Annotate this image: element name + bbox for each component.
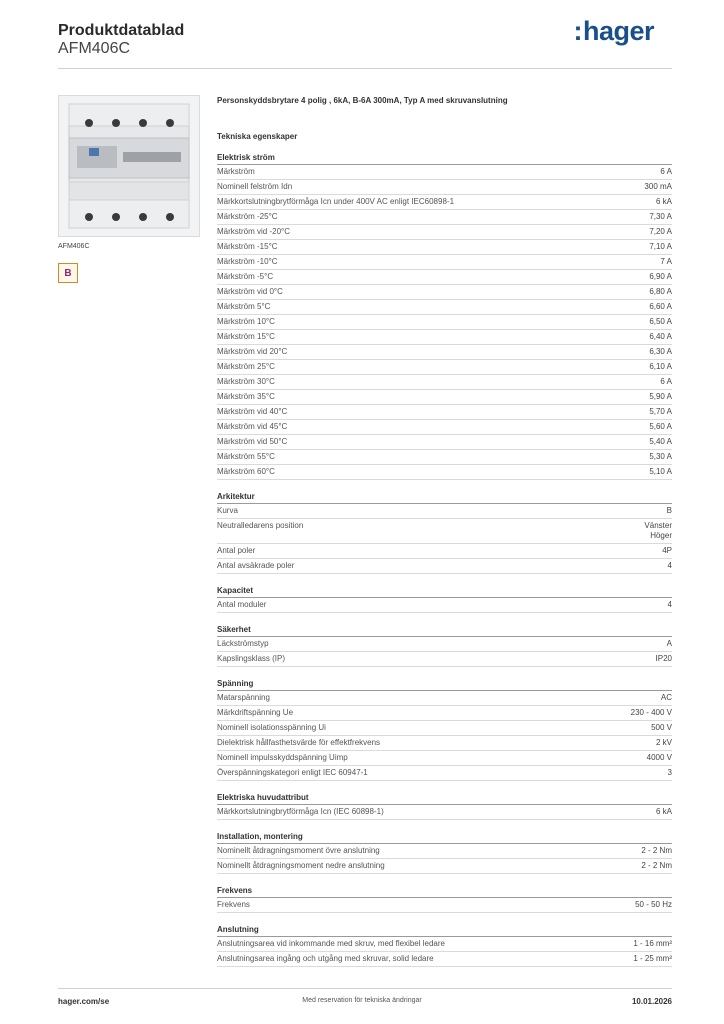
spec-row: [217, 937, 672, 952]
spec-section: [217, 793, 672, 820]
logo-colon: :: [573, 16, 582, 46]
spec-row: [217, 766, 672, 781]
spec-row: [217, 598, 672, 613]
spec-label: Märkström 30°C: [217, 377, 275, 386]
spec-row: [217, 751, 672, 766]
document-header: [58, 22, 184, 58]
footer-divider: [58, 988, 672, 989]
circuit-breaker-illustration: [59, 96, 199, 236]
spec-row: [217, 519, 672, 544]
spec-value: 230 - 400 V: [630, 708, 672, 717]
section-title: Arkitektur: [217, 492, 672, 504]
spec-row: [217, 504, 672, 519]
spec-row: [217, 210, 672, 225]
spec-label: Märkström -25°C: [217, 212, 278, 221]
product-image: [58, 95, 200, 237]
spec-section: [217, 886, 672, 913]
spec-value: 5,90 A: [649, 392, 672, 401]
spec-value: 5,30 A: [649, 452, 672, 461]
spec-label: Antal poler: [217, 546, 256, 555]
main-content: [217, 96, 672, 979]
section-title: Anslutning: [217, 925, 672, 937]
spec-value: 50 - 50 Hz: [635, 900, 672, 909]
spec-value: 6 A: [660, 167, 672, 176]
spec-row: [217, 285, 672, 300]
spec-value: 2 - 2 Nm: [641, 846, 672, 855]
section-title: Säkerhet: [217, 625, 672, 637]
spec-value: Vänster Höger: [644, 521, 672, 540]
badge-label: B: [64, 267, 72, 279]
spec-label: Märkström 10°C: [217, 317, 275, 326]
spec-label: Märkström 55°C: [217, 452, 275, 461]
spec-row: [217, 360, 672, 375]
spec-row: [217, 637, 672, 652]
spec-row: [217, 721, 672, 736]
spec-label: Överspänningskategori enligt IEC 60947-1: [217, 768, 368, 777]
spec-value: 6 kA: [655, 197, 672, 206]
spec-row: [217, 898, 672, 913]
spec-section: [217, 153, 672, 480]
spec-section: [217, 679, 672, 781]
spec-label: Anslutningsarea vid inkommande med skruv, med flexibel ledare: [217, 939, 445, 948]
spec-value: 5,70 A: [649, 407, 672, 416]
spec-section: [217, 586, 672, 613]
spec-value: 1 - 16 mm²: [633, 939, 672, 948]
spec-value: A: [666, 639, 672, 648]
spec-value: 6,30 A: [649, 347, 672, 356]
spec-label: Märkström vid 50°C: [217, 437, 288, 446]
spec-row: [217, 345, 672, 360]
spec-row: [217, 330, 672, 345]
spec-row: [217, 691, 672, 706]
spec-value: IP20: [655, 654, 672, 663]
spec-label: Märkström vid 0°C: [217, 287, 283, 296]
spec-row: [217, 195, 672, 210]
spec-label: Nominellt åtdragningsmoment nedre anslutning: [217, 861, 385, 870]
spec-label: Märkström 60°C: [217, 467, 275, 476]
spec-label: Märkström vid 20°C: [217, 347, 288, 356]
section-title: Elektriska huvudattribut: [217, 793, 672, 805]
spec-section: [217, 625, 672, 667]
footer-date: 10.01.2026: [631, 997, 672, 1006]
spec-label: Nominell impulsskyddspänning Uimp: [217, 753, 348, 762]
spec-value: 7 A: [660, 257, 672, 266]
spec-value: 2 - 2 Nm: [641, 861, 672, 870]
spec-value: 1 - 25 mm²: [633, 954, 672, 963]
spec-value: 6,50 A: [649, 317, 672, 326]
spec-row: [217, 859, 672, 874]
section-title: Frekvens: [217, 886, 672, 898]
spec-row: [217, 420, 672, 435]
spec-label: Antal avsäkrade poler: [217, 561, 295, 570]
spec-label: Nominell isolationsspänning Ui: [217, 723, 326, 732]
spec-value: 6,10 A: [649, 362, 672, 371]
spec-label: Märkkortslutningbrytförmåga Icn under 400V AC enligt IEC60898-1: [217, 197, 455, 206]
section-title: Kapacitet: [217, 586, 672, 598]
spec-label: Anslutningsarea ingång och utgång med skruvar, solid ledare: [217, 954, 434, 963]
footer-website[interactable]: hager.com/se: [58, 997, 110, 1006]
hager-logo: [573, 16, 654, 47]
spec-value: AC: [660, 693, 672, 702]
spec-label: Antal moduler: [217, 600, 267, 609]
spec-value: B: [666, 506, 672, 515]
spec-row: [217, 736, 672, 751]
header-divider: [58, 68, 672, 69]
spec-row: [217, 255, 672, 270]
product-description: Personskyddsbrytare 4 polig , 6kA, B-6A 300mA, Typ A med skruvanslutning: [217, 96, 508, 105]
spec-value: 6 A: [660, 377, 672, 386]
spec-section: [217, 832, 672, 874]
document-title: Produktdatablad: [58, 22, 185, 39]
section-title: Spänning: [217, 679, 672, 691]
spec-row: [217, 559, 672, 574]
spec-label: Neutralledarens position: [217, 521, 304, 530]
spec-label: Kapslingsklass (IP): [217, 654, 286, 663]
spec-row: [217, 952, 672, 967]
spec-label: Märkström 5°C: [217, 302, 271, 311]
spec-label: Frekvens: [217, 900, 250, 909]
spec-value: 2 kV: [655, 738, 672, 747]
spec-value: 5,60 A: [649, 422, 672, 431]
spec-value: 6,80 A: [649, 287, 672, 296]
image-caption: AFM406C: [58, 243, 90, 250]
spec-row: [217, 465, 672, 480]
spec-label: Märkkortslutningbrytförmåga Icn (IEC 60898-1): [217, 807, 384, 816]
spec-label: Märkström 35°C: [217, 392, 275, 401]
spec-label: Märkström vid -20°C: [217, 227, 290, 236]
spec-label: Nominellt åtdragningsmoment övre anslutning: [217, 846, 380, 855]
spec-value: 7,30 A: [649, 212, 672, 221]
spec-section: [217, 492, 672, 574]
spec-value: 4P: [662, 546, 672, 555]
spec-label: Nominell felström Idn: [217, 182, 293, 191]
spec-sections: [217, 153, 672, 967]
spec-row: [217, 390, 672, 405]
spec-label: Matarspänning: [217, 693, 270, 702]
spec-value: 5,10 A: [649, 467, 672, 476]
spec-value: 6 kA: [655, 807, 672, 816]
product-class-badge-icon: [58, 263, 78, 283]
spec-value: 4000 V: [646, 753, 672, 762]
spec-row: [217, 435, 672, 450]
product-code: AFM406C: [58, 40, 131, 57]
spec-value: 4: [667, 561, 672, 570]
spec-label: Märkström 25°C: [217, 362, 275, 371]
footer-disclaimer: Med reservation för tekniska ändringar: [302, 997, 422, 1004]
spec-value: 300 mA: [644, 182, 672, 191]
spec-label: Märkdriftspänning Ue: [217, 708, 294, 717]
spec-row: [217, 180, 672, 195]
spec-row: [217, 805, 672, 820]
spec-row: [217, 544, 672, 559]
spec-label: Märkström vid 40°C: [217, 407, 288, 416]
spec-row: [217, 844, 672, 859]
spec-row: [217, 450, 672, 465]
spec-value: 7,20 A: [649, 227, 672, 236]
spec-label: Märkström -10°C: [217, 257, 278, 266]
spec-value: 6,90 A: [649, 272, 672, 281]
spec-label: Märkström -5°C: [217, 272, 274, 281]
spec-row: [217, 315, 672, 330]
spec-value: 500 V: [651, 723, 672, 732]
spec-value: 6,60 A: [649, 302, 672, 311]
spec-row: [217, 375, 672, 390]
spec-section: [217, 925, 672, 967]
spec-row: [217, 652, 672, 667]
spec-row: [217, 300, 672, 315]
spec-row: [217, 240, 672, 255]
spec-label: Läckströmstyp: [217, 639, 269, 648]
spec-label: Märkström 15°C: [217, 332, 275, 341]
spec-value: 7,10 A: [649, 242, 672, 251]
spec-row: [217, 165, 672, 180]
spec-value: 4: [667, 600, 672, 609]
spec-label: Märkström: [217, 167, 255, 176]
spec-label: Märkström vid 45°C: [217, 422, 288, 431]
spec-label: Kurva: [217, 506, 238, 515]
spec-label: Dielektrisk hållfasthetsvärde för effektfrekvens: [217, 738, 381, 747]
spec-row: [217, 270, 672, 285]
spec-label: Märkström -15°C: [217, 242, 278, 251]
spec-value: 6,40 A: [649, 332, 672, 341]
technical-properties-title: Tekniska egenskaper: [217, 132, 298, 141]
spec-row: [217, 405, 672, 420]
spec-value: 3: [667, 768, 672, 777]
spec-row: [217, 225, 672, 240]
section-title: Installation, montering: [217, 832, 672, 844]
logo-text: hager: [582, 16, 654, 46]
spec-value: 5,40 A: [649, 437, 672, 446]
section-title: Elektrisk ström: [217, 153, 672, 165]
spec-row: [217, 706, 672, 721]
